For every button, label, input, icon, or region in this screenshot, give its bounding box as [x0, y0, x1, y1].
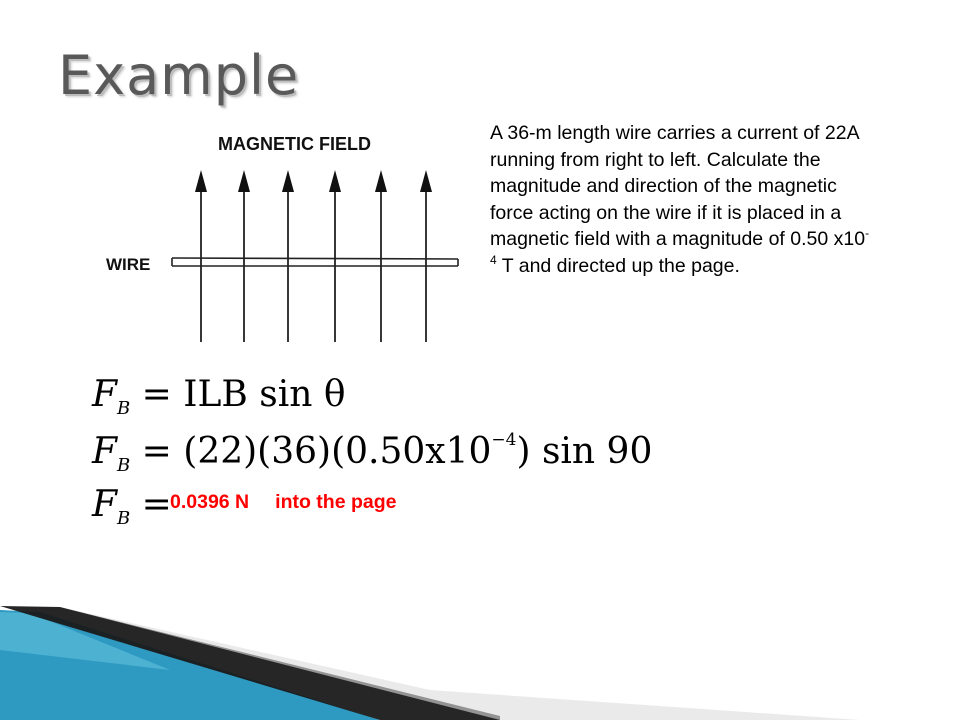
problem-text-end: T and directed up the page. — [496, 254, 740, 277]
answer — [170, 491, 397, 514]
problem-statement — [490, 120, 875, 279]
field-label: MAGNETIC FIELD — [218, 134, 371, 154]
answer-value: 0.0396 N — [170, 491, 250, 513]
answer-direction: into the page — [275, 491, 397, 513]
equation-substitution — [92, 430, 652, 476]
field-line — [282, 170, 294, 342]
equation-substitution-end: ) sin 90 — [516, 431, 653, 472]
field-line — [195, 170, 207, 342]
field-line — [375, 170, 387, 342]
force-symbol: $F_B$ — [92, 431, 131, 476]
wire-label: WIRE — [106, 255, 151, 274]
equation-formula — [92, 374, 346, 419]
slide-title: Example — [58, 44, 300, 107]
field-line — [238, 170, 250, 342]
force-symbol: $F_B$ — [92, 484, 131, 529]
field-line — [329, 170, 341, 342]
field-line — [420, 170, 432, 342]
equation-result — [92, 484, 172, 529]
equation-exponent: −4 — [491, 430, 517, 450]
wire — [172, 258, 458, 266]
problem-exponent: -4 — [490, 226, 870, 267]
decorative-swoosh — [0, 606, 860, 720]
force-symbol: $F_B$ — [92, 374, 131, 419]
equation-result-equals: = — [141, 484, 172, 525]
problem-text-main: A 36-m length wire carries a current of 22A running from right to left. Calculate the magnitude and direction of the magnetic force acting on the wire if it is placed in a magnetic field with a magnitude of 0.50 x10 — [490, 122, 866, 250]
equation-substitution-rhs: = (22)(36)(0.50x10 — [141, 431, 492, 472]
equation-formula-rhs: = ILB sin θ — [141, 374, 346, 415]
